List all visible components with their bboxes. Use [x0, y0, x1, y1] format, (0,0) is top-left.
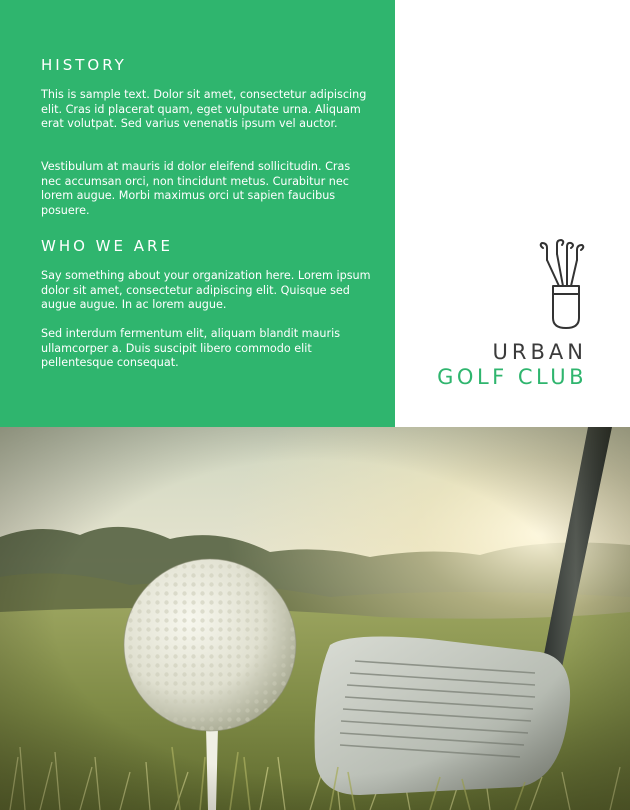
- history-paragraph-2: Vestibulum at mauris id dolor eleifend sollicitudin. Cras nec accumsan orci, non tincidunt metus. Curabitur nec lorem augue. Morbi maximus orci ut sapien faucibus posuere.: [41, 160, 351, 217]
- golf-bag-icon: [537, 238, 595, 332]
- golf-photo: [0, 427, 630, 810]
- brand-name-line-2: GOLF CLUB: [437, 365, 587, 389]
- who-we-are-heading: WHO WE ARE: [41, 237, 173, 255]
- green-text-panel: [0, 0, 395, 427]
- who-we-are-paragraph-2: Sed interdum fermentum elit, aliquam blandit mauris ullamcorper a. Duis suscipit libero commodo elit pellentesque consequat.: [41, 327, 341, 369]
- history-paragraph-1: This is sample text. Dolor sit amet, consectetur adipiscing elit. Cras id placerat quam, eget vulputate urna. Aliquam erat volutpat. Sed varius venenatis ipsum vel auctor.: [41, 88, 367, 130]
- history-heading: HISTORY: [41, 56, 127, 74]
- brand-name-line-1: URBAN: [492, 340, 587, 364]
- who-we-are-paragraph-1: Say something about your organization here. Lorem ipsum dolor sit amet, consectetur adipiscing elit. Quisque sed augue augue. In ac lorem augue.: [41, 269, 371, 311]
